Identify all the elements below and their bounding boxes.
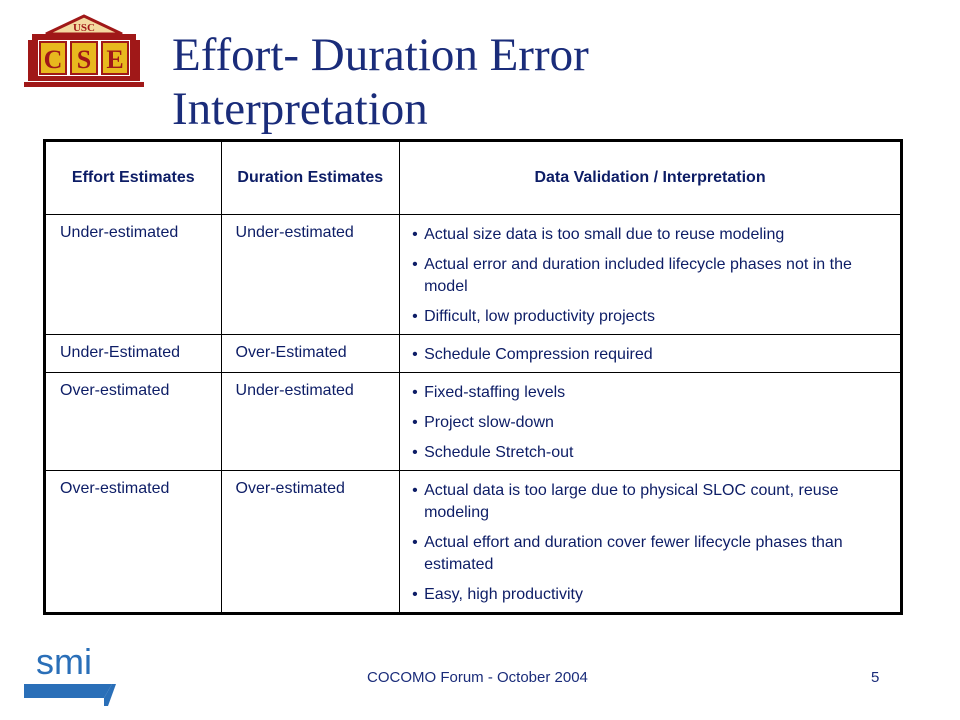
duration-cell: Over-Estimated [221, 335, 400, 373]
logo-letter-s: S [76, 45, 92, 74]
effort-cell: Under-Estimated [45, 335, 222, 373]
smi-logo-text: smi [36, 644, 92, 682]
list-item-text: Easy, high productivity [424, 586, 583, 603]
list-item [412, 382, 892, 404]
table-header-row [45, 141, 902, 215]
bullet-icon: • [412, 384, 418, 401]
effort-cell: Under-estimated [45, 215, 222, 335]
interpretation-list [412, 480, 892, 606]
slide-title-line-2: Interpretation [172, 83, 428, 135]
interpretation-cell [400, 373, 902, 471]
bullet-icon: • [412, 414, 418, 431]
usc-cse-logo [24, 12, 144, 92]
header-effort-estimates: Effort Estimates [45, 141, 222, 215]
logo-letter-c: C [43, 45, 63, 74]
bullet-icon: • [412, 444, 418, 461]
list-item-text: Actual effort and duration cover fewer lifecycle phases than estimated [424, 534, 843, 573]
table-row [45, 215, 902, 335]
duration-cell: Under-estimated [221, 215, 400, 335]
table-row [45, 373, 902, 471]
effort-cell: Over-estimated [45, 471, 222, 614]
bullet-icon: • [412, 346, 418, 363]
list-item-text: Difficult, low productivity projects [424, 308, 655, 325]
list-item [412, 306, 892, 328]
header-duration-estimates: Duration Estimates [221, 141, 400, 215]
bullet-icon: • [412, 482, 418, 499]
interpretation-cell [400, 335, 902, 373]
list-item [412, 224, 892, 246]
list-item [412, 480, 892, 524]
interpretation-table [43, 139, 903, 615]
interpretation-cell [400, 471, 902, 614]
duration-cell: Over-estimated [221, 471, 400, 614]
list-item [412, 344, 892, 366]
list-item-text: Schedule Stretch-out [424, 444, 574, 461]
bullet-icon: • [412, 586, 418, 603]
list-item [412, 254, 892, 298]
page-number: 5 [871, 669, 880, 686]
interpretation-list [412, 224, 892, 328]
table-row [45, 471, 902, 614]
list-item [412, 584, 892, 606]
effort-cell: Over-estimated [45, 373, 222, 471]
bullet-icon: • [412, 256, 418, 273]
list-item [412, 532, 892, 576]
logo-letter-e: E [106, 45, 124, 74]
list-item-text: Actual data is too large due to physical SLOC count, reuse modeling [424, 482, 839, 521]
list-item-text: Schedule Compression required [424, 346, 653, 363]
table-row [45, 335, 902, 373]
slide-title-line-1: Effort- Duration Error [172, 29, 589, 81]
interpretation-list [412, 382, 892, 464]
logo-usc-text: USC [72, 22, 96, 34]
interpretation-cell [400, 215, 902, 335]
interpretation-table-container [43, 139, 903, 615]
slide-title [172, 28, 589, 136]
footer-text: COCOMO Forum - October 2004 [367, 669, 588, 686]
list-item-text: Actual size data is too small due to reuse modeling [424, 226, 785, 243]
list-item-text: Fixed-staffing levels [424, 384, 566, 401]
duration-cell: Under-estimated [221, 373, 400, 471]
bullet-icon: • [412, 226, 418, 243]
list-item-text: Actual error and duration included lifecycle phases not in the model [424, 256, 852, 295]
bullet-icon: • [412, 308, 418, 325]
bullet-icon: • [412, 534, 418, 551]
list-item-text: Project slow-down [424, 414, 554, 431]
interpretation-list [412, 344, 892, 366]
header-data-validation: Data Validation / Interpretation [400, 141, 902, 215]
smi-logo [24, 644, 116, 708]
list-item [412, 442, 892, 464]
list-item [412, 412, 892, 434]
